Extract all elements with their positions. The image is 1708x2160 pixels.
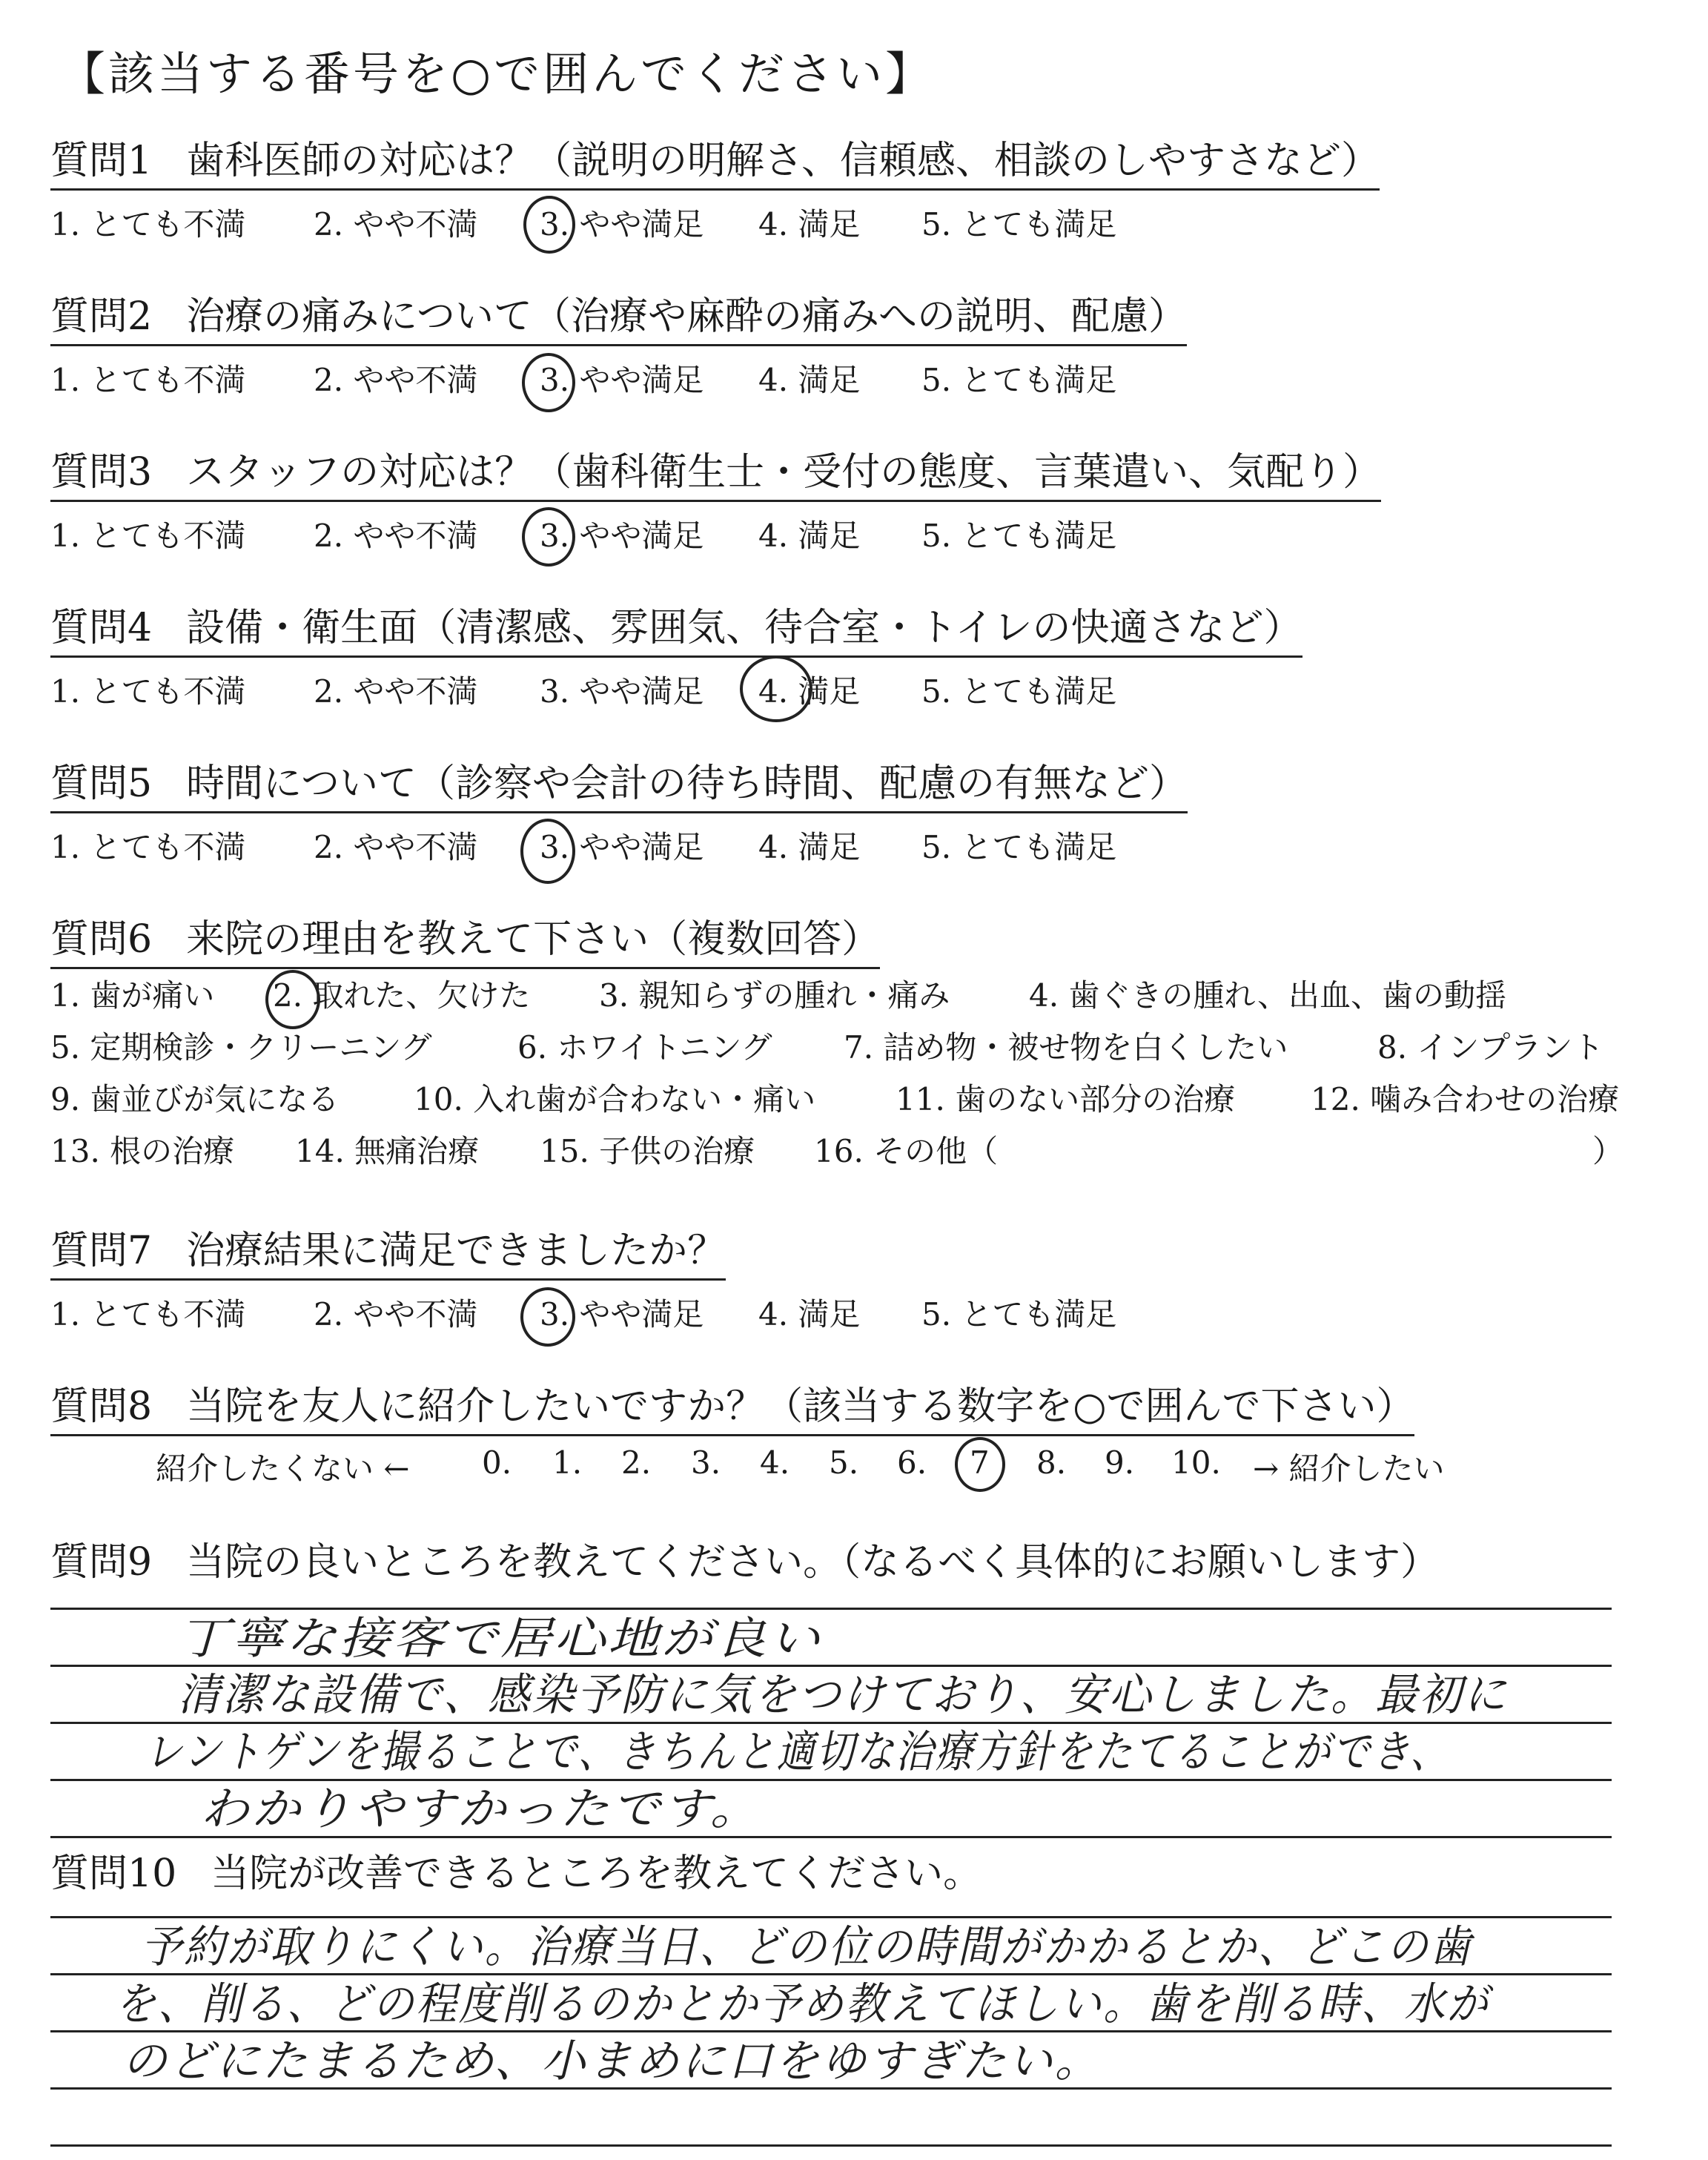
question-text: 当院を友人に紹介したいですか？（該当する数字を○で囲んで下さい） [186,1384,1415,1429]
question-text: 当院の良いところを教えてください。（なるべく具体的にお願いします） [186,1540,1440,1585]
option-5[interactable]: 5. とても満足 [921,1296,1117,1332]
scale-2[interactable]: 2. [621,1444,652,1481]
reason-15[interactable]: 15. 子供の治療 [540,1133,755,1169]
question-10-heading [50,1852,982,1901]
scale-3[interactable]: 3. [691,1444,721,1481]
option-1[interactable]: 1. とても不満 [50,362,246,398]
q9-handwritten-line-4: わかりやすかったです。 [200,1783,762,1835]
selected-circle [520,819,575,884]
option-3[interactable]: 3. やや満足 [540,673,704,710]
question-number: 質問10 [50,1852,177,1896]
question-4-heading [50,607,1302,658]
question-5-heading [50,762,1188,813]
scale-4[interactable]: 4. [760,1444,790,1481]
scale-7[interactable]: 7 [970,1444,990,1481]
option-5[interactable]: 5. とても満足 [921,673,1117,710]
question-number: 質問2 [50,294,153,339]
question-text: 時間について（診察や会計の待ち時間、配慮の有無など） [186,762,1188,806]
scale-10[interactable]: 10. [1171,1444,1221,1481]
selected-circle [522,507,575,567]
referral-scale [156,1444,1490,1489]
question-number: 質問5 [50,762,153,806]
option-2[interactable]: 2. やや不満 [314,829,478,865]
reason-7[interactable]: 7. 詰め物・被せ物を白くしたい [844,1029,1288,1066]
reason-12[interactable]: 12. 噛み合わせの治療 [1311,1081,1620,1117]
reason-14[interactable]: 14. 無痛治療 [295,1133,480,1169]
question-number: 質問8 [50,1384,153,1429]
question-text: 設備・衛生面（清潔感、雰囲気、待合室・トイレの快適さなど） [186,606,1302,650]
q9-handwritten-line-1: 丁寧な接客で居心地が良い [178,1613,823,1665]
option-1[interactable]: 1. とても不満 [50,1296,246,1332]
option-2[interactable]: 2. やや不満 [314,518,478,554]
option-1[interactable]: 1. とても不満 [50,206,246,242]
reason-8[interactable]: 8. インプラント [1377,1029,1604,1066]
scale-left-label: 紹介したくない ← [156,1450,410,1487]
option-3[interactable]: 3. やや満足 [540,518,704,554]
question-number: 質問7 [50,1229,153,1273]
option-3[interactable]: 3. やや満足 [540,362,704,398]
option-2[interactable]: 2. やや不満 [314,362,478,398]
answer-line [50,2144,1612,2147]
reason-3[interactable]: 3. 親知らずの腫れ・痛み [599,977,950,1014]
option-5[interactable]: 5. とても満足 [921,362,1117,398]
reason-16-close-paren: ） [1592,1133,1624,1169]
question-text: スタッフの対応は？（歯科衛生士・受付の態度、言葉遣い、気配り） [186,450,1382,495]
reason-16[interactable]: 16. その他（ [814,1133,999,1169]
option-5[interactable]: 5. とても満足 [921,829,1117,865]
reason-6[interactable]: 6. ホワイトニング [517,1029,772,1066]
option-5[interactable]: 5. とても満足 [921,206,1117,242]
selected-circle [265,970,320,1029]
reason-5[interactable]: 5. 定期検診・クリーニング [50,1029,432,1066]
option-2[interactable]: 2. やや不満 [314,1296,478,1332]
question-number: 質問1 [50,139,153,183]
option-4[interactable]: 4. 満足 [758,673,861,710]
scale-9[interactable]: 9. [1105,1444,1135,1481]
question-number: 質問4 [50,606,153,650]
scale-1[interactable]: 1. [552,1444,583,1481]
page-title: 【該当する番号を○で囲んでください】 [59,47,935,101]
reason-10[interactable]: 10. 入れ歯が合わない・痛い [414,1081,816,1117]
selected-circle [520,1287,575,1347]
question-text: 治療結果に満足できましたか？ [186,1229,726,1273]
option-1[interactable]: 1. とても不満 [50,673,246,710]
selected-circle [523,196,575,254]
reason-13[interactable]: 13. 根の治療 [50,1133,235,1169]
question-text: 当院が改善できるところを教えてください。 [211,1852,982,1896]
reason-11[interactable]: 11. 歯のない部分の治療 [896,1081,1236,1117]
question-8-heading [50,1385,1414,1436]
question-9-heading [50,1541,1439,1590]
question-7-heading [50,1229,726,1281]
scale-6[interactable]: 6. [897,1444,927,1481]
scale-0[interactable]: 0. [482,1444,512,1481]
option-2[interactable]: 2. やや不満 [314,206,478,242]
q10-handwritten-line-2: を、削る、どの程度削るのかとか予め教えてほしい。歯を削る時、水が [115,1978,1490,2030]
question-text: 来院の理由を教えて下さい（複数回答） [186,917,881,962]
q10-handwritten-line-3: のどにたまるため、小まめに口をゆすぎたい。 [122,2035,1102,2087]
question-text: 歯科医師の対応は？（説明の明解さ、信頼感、相談のしやすさなど） [186,139,1380,183]
option-4[interactable]: 4. 満足 [758,1296,861,1332]
reason-2[interactable]: 2. 取れた、欠けた [273,977,531,1014]
reason-9[interactable]: 9. 歯並びが気になる [50,1081,340,1117]
scale-8[interactable]: 8. [1036,1444,1067,1481]
option-3[interactable]: 3. やや満足 [540,829,704,865]
q9-handwritten-line-3: レントゲンを撮ることで、きちんと適切な治療方針をたてることができ、 [145,1726,1450,1778]
question-6-heading [50,918,880,969]
option-4[interactable]: 4. 満足 [758,518,861,554]
q10-handwritten-line-1: 予約が取りにくい。治療当日、どの位の時間がかかるとか、どこの歯 [141,1921,1473,1973]
question-2-heading [50,295,1187,346]
option-3[interactable]: 3. やや満足 [540,206,704,242]
question-1-heading [50,139,1380,191]
reason-4[interactable]: 4. 歯ぐきの腫れ、出血、歯の動揺 [1029,977,1506,1014]
question-number: 質問3 [50,450,153,495]
selected-circle [740,655,812,722]
q9-handwritten-line-2: 清潔な設備で、感染予防に気をつけており、安心しました。最初に [178,1669,1509,1721]
option-1[interactable]: 1. とても不満 [50,518,246,554]
option-5[interactable]: 5. とても満足 [921,518,1117,554]
question-text: 治療の痛みについて（治療や麻酔の痛みへの説明、配慮） [186,294,1188,339]
scale-5[interactable]: 5. [829,1444,859,1481]
option-2[interactable]: 2. やや不満 [314,673,478,710]
option-4[interactable]: 4. 満足 [758,829,861,865]
option-4[interactable]: 4. 満足 [758,362,861,398]
question-number: 質問9 [50,1540,153,1585]
question-number: 質問6 [50,917,153,962]
scale-right-label: → 紹介したい [1253,1450,1445,1487]
question-3-heading [50,451,1381,502]
selected-circle [955,1437,1005,1492]
reason-1[interactable]: 1. 歯が痛い [50,977,215,1014]
option-1[interactable]: 1. とても不満 [50,829,246,865]
selected-circle [522,353,575,412]
option-4[interactable]: 4. 満足 [758,206,861,242]
option-3[interactable]: 3. やや満足 [540,1296,704,1332]
